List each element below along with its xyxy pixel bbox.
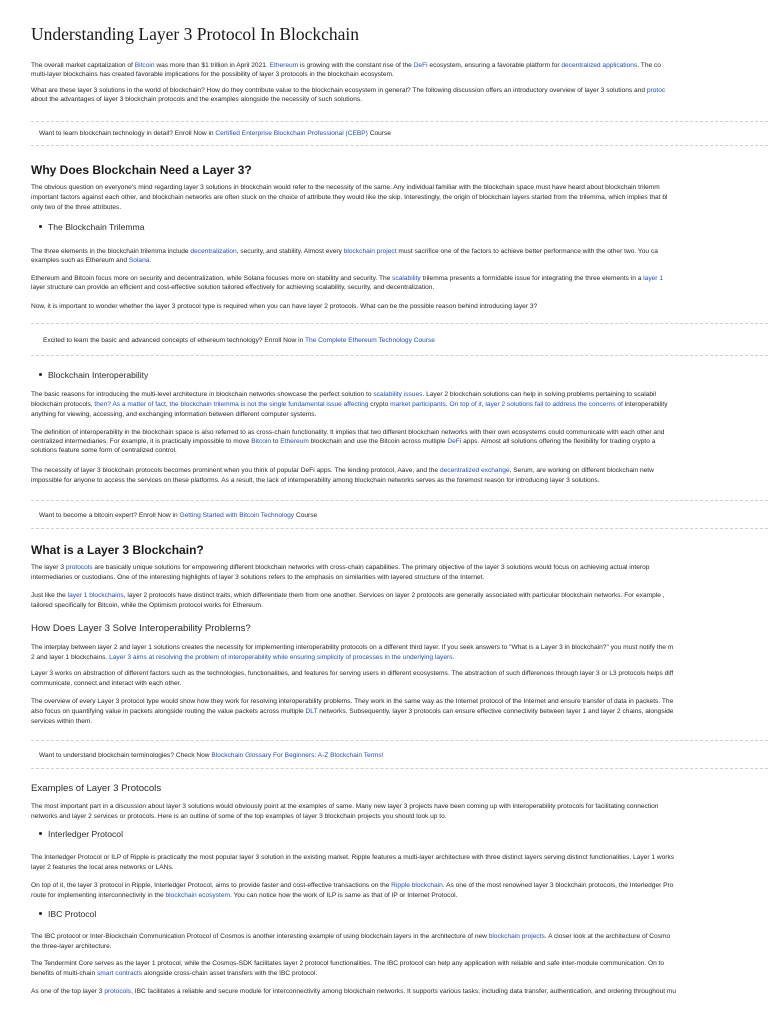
text-run: important factors against each other, and blockchain networks are often stuck on the choice of attribute they would like the skip. Interestingly, the origin of blockchain layers started from the trilemma, which implies that bl [31,194,668,201]
bullet-label: Interledger Protocol [48,829,123,839]
bullet-interoperability [39,370,148,380]
text-run: The obvious question on everyone's mind regarding layer 3 solutions in blockchain would refer to the necessity of the same. Any individual familiar with the blockchain space must have heard about blockchain trilemm [31,184,660,191]
text-run: The three elements in the blockchain trilemma include [31,248,191,255]
paragraph-line [31,437,655,446]
text-run: . As one of the most renowned layer 3 blockchain protocols, the Interledger Pro [442,882,674,889]
inline-link[interactable]: decentralized exchange [439,467,510,474]
bullet-dot [39,225,42,228]
paragraph-line [31,591,665,600]
paragraph-line [31,891,457,900]
paragraph-line [31,466,654,475]
divider [31,740,768,741]
paragraph-line [31,563,649,572]
text-run: networks and layer 2 services or protocols. Here is an outline of some of the top examples of layer 3 blockchain projects you should look up to. [31,813,447,820]
text-run: services within them. [31,718,93,725]
text-run: On top of it, the layer 3 protocol in Ripple, Interledger Protocol, aims to provide faster and cost-effective transactions on the [31,882,392,889]
paragraph-line [31,601,263,610]
inline-link[interactable]: Bitcoin [134,62,155,69]
text-run: The layer 3 [31,564,66,571]
divider [31,768,768,769]
text-run: blockchain and use the Bitcoin across multiple [308,438,448,445]
text-run: intermediaries or custodians. One of the interesting highlights of layer 3 solutions refers to the emphasis on similarities with layered structure of the Internet. [31,574,485,581]
paragraph-line [31,959,664,968]
text-run: communicate, connect and interact with each other. [31,680,182,687]
text-run: Now, it is important to wonder whether the layer 3 protocol type is required when you can have layer 2 protocols. What can be the possible reason behind introducing layer 3? [31,303,538,310]
paragraph-line [31,669,673,678]
course-callout [39,129,391,138]
inline-link[interactable]: smart contracts [96,970,143,977]
inline-link[interactable]: Getting Started with Bitcoin Technology [179,512,295,519]
course-callout [43,336,435,345]
inline-link[interactable]: DeFi [447,438,462,445]
divider [31,145,768,146]
inline-link[interactable]: blockchain ecosystem [165,892,231,899]
text-run: Want to become a bitcoin expert? Enroll Now in [39,512,180,519]
inline-link[interactable]: . Layer 3 aims at resolving the problem of interoperability while ensuring simplicity of processes in the underlying layers. [105,654,455,661]
paragraph-line [31,274,663,283]
divider [31,121,768,122]
paragraph-line [31,707,673,716]
text-run: route for implementing interconnectivity in the [31,892,166,899]
course-callout [39,751,384,760]
paragraph-line [31,717,92,726]
inline-link[interactable]: Solana [128,257,150,264]
text-run: to [271,438,281,445]
bullet-label: Blockchain Interoperability [48,370,149,380]
paragraph-line [31,679,181,688]
text-run: centralized intermediaries. For example, it is practically impossible to move [31,438,252,445]
intro-line [31,70,394,79]
text-run: Want to understand blockchain terminologies? Check Now [39,752,212,759]
inline-link[interactable]: scalability issues [373,391,423,398]
text-run: crypto [370,401,389,408]
text-run: The Interledger Protocol or ILP of Ripple is practically the most popular layer 3 solution in the existing market. Ripple features a multi-layer architecture with three distinct layers serving distinct functionalities. Layer 1 works [31,854,675,861]
text-run: The definition of interoperability in the blockchain space is also referred to as cross-chain functionality. It implies that two different blockchain networks with their own ecosystems could communicate with each other and [31,429,665,436]
paragraph-line [31,256,151,265]
divider [31,500,768,501]
paragraph-line [31,863,174,872]
text-run: The Tendermint Core serves as the layer 1 protocol, while the Cosmos-SDK facilitates layer 2 protocol functionalities. The IBC protocol can help any application with reliable and safe inter-module communication. On to [31,960,665,967]
divider [31,528,768,529]
inline-link[interactable]: decentralization [190,248,237,255]
text-run: Course [367,130,391,137]
paragraph-line [31,932,670,941]
text-run: Want to learn blockchain technology in detail? Enroll Now in [39,130,216,137]
text-run: Just like the [31,592,68,599]
inline-link[interactable]: Ripple blockchain [391,882,443,889]
paragraph-line [31,697,673,706]
inline-link[interactable]: layer 1 blockchains [67,592,124,599]
text-run: As one of the top layer 3 [31,988,105,995]
text-run: blockchain protocols [31,401,91,408]
inline-link[interactable]: decentralized applications [561,62,638,69]
section-heading-why: Why Does Blockchain Need a Layer 3? [31,163,252,177]
paragraph-line [31,193,668,202]
text-run: trilemma presents a formidable issue for integrating the three elements in a [420,275,644,282]
inline-link[interactable]: blockchain projects [488,933,545,940]
text-run: is growing with the constant rise of the [298,62,414,69]
paragraph-line [31,476,599,485]
bullet-dot [39,373,42,376]
bullet-ibc [39,909,96,919]
text-run: The necessity of layer 3 blockchain protocols becomes prominent when you think of popular DeFi apps. The lending protocol, Aave, and the [31,467,440,474]
text-run: The overview of every Layer 3 protocol type would show how they work for resolving interoperability problems. They work in the same way as the Internet protocol of the Internet and ensure transfer of data in packets. The [31,698,674,705]
text-run: The overall market capitalization of [31,62,135,69]
inline-link[interactable]: protocols [65,564,93,571]
text-run: layer 2 features the local area networks or LANs. [31,864,174,871]
intro-line [31,95,362,104]
inline-link[interactable]: Blockchain Glossary For Beginners: A-Z Blockchain Terms! [211,752,384,759]
text-run: 2 and layer 1 blockchains [31,654,106,661]
text-run: only two of the three attributes. [31,204,122,211]
paragraph-line [31,247,658,256]
text-run: The IBC protocol or Inter-Blockchain Communication Protocol of Cosmos is another interesting example of using blockchain layers in the architecture of new [31,933,489,940]
inline-link[interactable]: Ethereum [269,62,299,69]
text-run: . Layer 2 blockchain solutions can help in solving problems pertaining to scalabil [422,391,656,398]
text-run: Course [294,512,318,519]
text-run: layer structure can provide an efficient and cost-effective solution tailored effectively for achieving scalability, security, and decentralization. [31,284,435,291]
text-run: solutions feature some form of centralized control. [31,447,177,454]
bullet-dot [39,912,42,915]
paragraph-line [31,853,674,862]
text-run: the three-layer architecture. [31,943,112,950]
text-run: about the advantages of layer 3 blockchain protocols and the examples alongside the necessity of such solutions. [31,96,362,103]
divider [31,323,768,324]
text-run: interoperability [624,401,668,408]
text-run: impossible for anyone to access the services on these platforms. As a result, the lack of interoperability among blockchain networks serves as the foremost reason for introducing layer 3 solutions. [31,477,600,484]
inline-link[interactable]: DeFi [413,62,428,69]
inline-link[interactable]: Ethereum [280,438,309,445]
paragraph-line [31,446,177,455]
bullet-label: The Blockchain Trilemma [48,222,145,232]
paragraph-line [31,400,668,409]
text-run: ecosystem, ensuring a favorable platform for [427,62,562,69]
inline-link[interactable]: Certified Enterprise Blockchain Professional (CEBP) [215,130,368,137]
paragraph-line [31,410,316,419]
paragraph-line [31,573,484,582]
inline-link[interactable]: layer 1 [643,275,663,282]
inline-link[interactable]: Bitcoin [251,438,272,445]
section-heading-examples: Examples of Layer 3 Protocols [31,783,162,794]
text-run: The interplay between layer 2 and layer 1 solutions creates the necessity for implementing interoperability protocols on a different third layer. If you seek answers to "What is a Layer 3 in blockchain?" you must notify the m [31,644,674,651]
text-run: , security, and stability. Almost every [236,248,344,255]
bullet-trilemma [39,222,144,232]
text-run: examples such as Ethereum and [31,257,129,264]
text-run: Excited to learn the basic and advanced concepts of ethereum technology? Enroll Now in [43,337,305,344]
inline-link[interactable]: blockchain project [343,248,397,255]
text-run: , layer 2 protocols have distinct traits, which differentiate them from one another. Services on layer 2 protocols are generally associated with particular blockchain networks. For example , [123,592,665,599]
text-run: . The co [637,62,661,69]
inline-link[interactable]: DLT [305,708,318,715]
paragraph-line [31,812,447,821]
paragraph-line [31,302,537,311]
bullet-interledger [39,829,123,839]
section-heading-what: What is a Layer 3 Blockchain? [31,543,204,557]
paragraph-line [31,653,454,662]
text-run: also focus on quantifying value in packets alongside routing the value packets across multiple [31,708,306,715]
inline-link[interactable]: protoc [646,87,666,94]
text-run: , Serum, are working on different blockchain netw [509,467,654,474]
course-callout [39,511,317,520]
paragraph-line [31,969,317,978]
paragraph-line [31,183,660,192]
paragraph-line [31,283,434,292]
bullet-label: IBC Protocol [48,909,97,919]
text-run: are basically unique solutions for empowering different blockchain networks with cross-chain capabilities. The primary objective of the layer 3 solutions would focus on achieving actual interop [92,564,650,571]
text-run: multi-layer blockchains has created favorable implications for the possibility of layer 3 protocols in the blockchain ecosystem. [31,71,394,78]
inline-link[interactable]: , then? As a matter of fact, the blockchain trilemma is not the single fundamental issue affecting [90,401,371,408]
text-run: The most important part in a discussion about layer 3 solutions would obviously point at the examples of same. Many new layer 3 projects have been coming up with interoperability protocols for facilitating connection [31,803,659,810]
text-run: was more than $1 trillion in April 2021. [154,62,270,69]
text-run: anything for viewing, accessing, and exchanging information between different computer systems. [31,411,317,418]
paragraph-line [31,942,112,951]
text-run: benefits of multi-chain [31,970,97,977]
text-run: , IBC facilitates a reliable and secure module for interconnectivity among blockchain networks. It supports various tasks, including data transfer, authentication, and ordering throughout mu [131,988,677,995]
article-title: Understanding Layer 3 Protocol In Blockchain [31,24,360,44]
paragraph-line [31,802,658,811]
paragraph-line [31,390,656,399]
paragraph-line [31,987,676,996]
inline-link[interactable]: protocols [104,988,132,995]
text-run: must sacrifice one of the factors to achieve better performance with the other two. You ca [396,248,658,255]
intro-line [31,86,665,95]
text-run: Ethereum and Bitcoin focus more on security and decentralization, while Solana focuses more on stability and security. The [31,275,393,282]
inline-link[interactable]: market participants. On top of it, layer 2 solutions fail to address the concerns of [388,401,625,408]
divider [31,355,768,356]
paragraph-line [31,428,664,437]
sub-heading-solve: How Does Layer 3 Solve Interoperability Problems? [31,623,251,634]
inline-link[interactable]: scalability [392,275,421,282]
text-run: . You can notice how the work of ILP is same as that of IP or Internet Protocol. [230,892,458,899]
text-run: The basic reasons for introducing the multi-level architecture in blockchain networks showcase the perfect solution to [31,391,374,398]
paragraph-line [31,643,673,652]
text-run: What are these layer 3 solutions in the world of blockchain? How do they contribute value to the blockchain ecosystem in general? The following discussion offers an introductory overview of layer 3 solutions and [31,87,647,94]
text-run: networks. Subsequently, layer 3 protocols can ensure effective connectivity between layer 1 and layer 2 chains, alongside [317,708,674,715]
paragraph-line [31,881,673,890]
inline-link[interactable]: The Complete Ethereum Technology Course [304,337,435,344]
text-run: tailored specifically for Bitcoin, while the Optimism protocol works for Ethereum. [31,602,263,609]
intro-line [31,61,661,70]
text-run: apps. Almost all solutions offering the flexibility for trading crypto a [461,438,656,445]
text-run: . [149,257,152,264]
text-run: alongside cross-chain asset transfers with the IBC protocol. [142,970,318,977]
text-run: . A closer look at the architecture of Cosmo [544,933,671,940]
paragraph-line [31,203,121,212]
text-run: Layer 3 works on abstraction of different factors such as the technologies, functionalities, and features for serving users in different ecosystems. The abstraction of such differences through layer 3 or L3 protocols helps diff [31,670,674,677]
bullet-dot [39,832,42,835]
